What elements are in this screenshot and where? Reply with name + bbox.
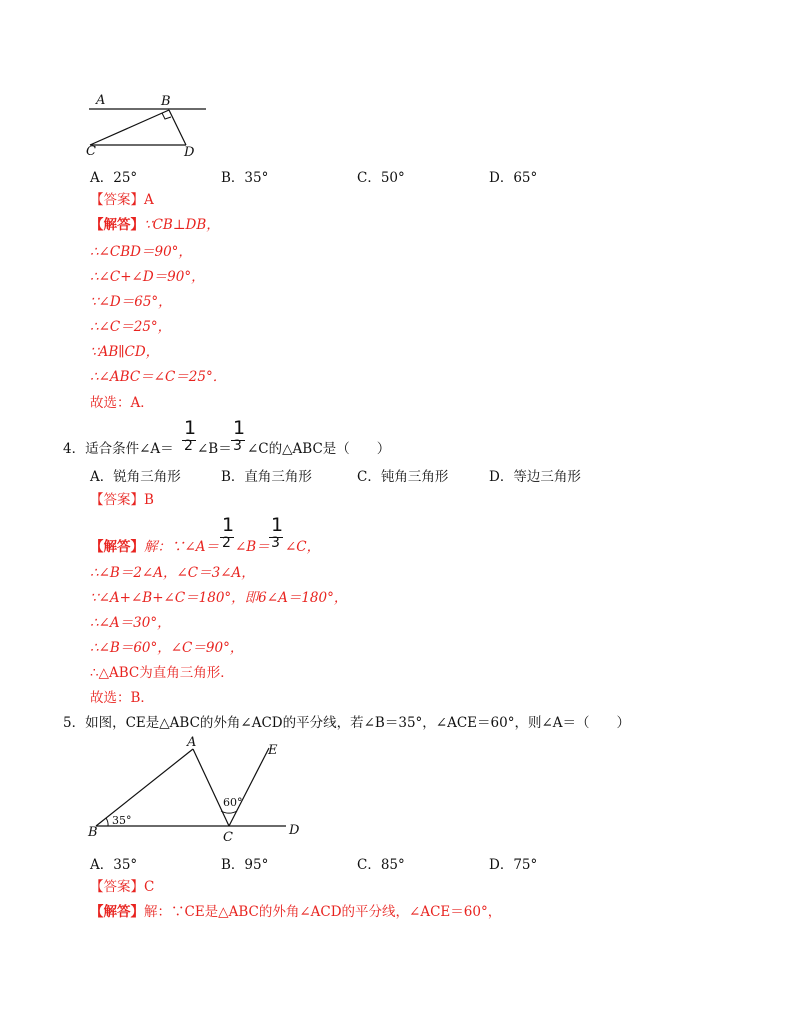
q4-option-b: B．直角三角形 bbox=[221, 469, 312, 485]
q3-option-a: A．25° bbox=[90, 170, 138, 186]
q4-a-frac2-den: 3 bbox=[271, 535, 280, 551]
q4-stem-mid: ∠B＝ bbox=[197, 441, 232, 457]
q4-step: ∴∠B＝2∠A，∠C＝3∠A， bbox=[90, 565, 255, 581]
q3-step: ∵AB∥CD， bbox=[90, 344, 160, 360]
q3-option-b: B．35° bbox=[221, 170, 269, 186]
q3-step: ∵∠D＝65°， bbox=[90, 294, 172, 310]
label-d: D bbox=[289, 823, 300, 838]
q3-step: ∴∠CBD＝90°， bbox=[90, 244, 192, 260]
q5-analysis bbox=[90, 903, 501, 921]
q3-option-c: C．50° bbox=[357, 170, 405, 186]
q4-answer: 【答案】B bbox=[90, 492, 154, 508]
q4-a-frac2-num: 1 bbox=[271, 514, 284, 536]
q4-step: ∴∠A＝30°， bbox=[90, 615, 171, 631]
analysis-line: 解：∵CE是△ABC的外角∠ACD的平分线，∠ACE＝60°， bbox=[144, 904, 502, 920]
q3-conclusion: 故选：A． bbox=[90, 395, 154, 411]
q4-frac2-num: 1 bbox=[233, 417, 246, 439]
q4-option-a: A．锐角三角形 bbox=[90, 469, 181, 485]
q3-step: ∴∠ABC＝∠C＝25°． bbox=[90, 369, 227, 385]
q5-option-a: A．35° bbox=[90, 857, 138, 873]
segment-ac bbox=[193, 749, 229, 826]
q5-stem: 5．如图，CE是△ABC的外角∠ACD的平分线，若∠B＝35°，∠ACE＝60°，则∠A＝（ ） bbox=[63, 715, 631, 731]
q4-analysis-suffix: ∠C， bbox=[285, 539, 321, 555]
analysis-head: 【解答】 bbox=[90, 217, 144, 233]
q4-step: ∵∠A+∠B+∠C＝180°，即6∠A＝180°， bbox=[90, 590, 348, 606]
analysis-head: 【解答】 bbox=[90, 904, 144, 920]
segment-bd bbox=[169, 110, 186, 145]
analysis-line: ∵CB⊥DB， bbox=[144, 217, 220, 233]
q5-option-c: C．85° bbox=[357, 857, 405, 873]
q4-a-frac1-den: 2 bbox=[222, 535, 231, 551]
label-a: A bbox=[187, 735, 197, 750]
q5-answer: 【答案】C bbox=[90, 879, 155, 895]
label-b: B bbox=[161, 94, 171, 109]
analysis-line: 解：∵∠A＝ bbox=[144, 539, 220, 555]
q4-conclusion: 故选：B． bbox=[90, 690, 154, 706]
q3-step: ∴∠C＝25°， bbox=[90, 319, 172, 335]
q3-option-d: D．65° bbox=[489, 170, 538, 186]
q4-frac1-den: 2 bbox=[184, 438, 193, 454]
q4-option-c: C．钝角三角形 bbox=[357, 469, 449, 485]
label-a: A bbox=[96, 93, 106, 108]
label-c: C bbox=[86, 144, 96, 159]
q4-frac2-den: 3 bbox=[233, 438, 242, 454]
q5-figure bbox=[86, 736, 316, 846]
label-c: C bbox=[223, 830, 233, 845]
q4-analysis-mid: ∠B＝ bbox=[235, 539, 270, 555]
q4-step: ∴△ABC为直角三角形． bbox=[90, 665, 234, 681]
angle-b-label: 35° bbox=[112, 814, 132, 827]
q3-answer: 【答案】A bbox=[90, 192, 154, 208]
q4-step: ∴∠B＝60°，∠C＝90°， bbox=[90, 640, 244, 656]
angle-b-arc bbox=[106, 818, 108, 826]
q3-analysis bbox=[90, 216, 220, 234]
q4-analysis-prefix bbox=[90, 538, 219, 556]
ray-ce bbox=[229, 748, 269, 826]
label-b: B bbox=[88, 825, 98, 840]
angle-c-label: 60° bbox=[223, 796, 243, 809]
label-e: E bbox=[268, 743, 278, 758]
q4-option-d: D．等边三角形 bbox=[489, 469, 581, 485]
label-d: D bbox=[184, 145, 195, 160]
q4-frac1-num: 1 bbox=[184, 417, 197, 439]
q4-stem-prefix: 4．适合条件∠A＝ bbox=[63, 441, 174, 457]
q4-stem-suffix: ∠C的△ABC是（ ） bbox=[247, 441, 391, 457]
segment-ba bbox=[96, 749, 193, 826]
analysis-head: 【解答】 bbox=[90, 539, 144, 555]
q4-a-frac1-num: 1 bbox=[222, 514, 235, 536]
q3-figure bbox=[84, 90, 224, 160]
segment-bc bbox=[90, 110, 169, 145]
q3-step: ∴∠C+∠D＝90°， bbox=[90, 269, 205, 285]
q5-option-d: D．75° bbox=[489, 857, 538, 873]
right-angle-mark bbox=[162, 113, 171, 119]
q5-option-b: B．95° bbox=[221, 857, 269, 873]
